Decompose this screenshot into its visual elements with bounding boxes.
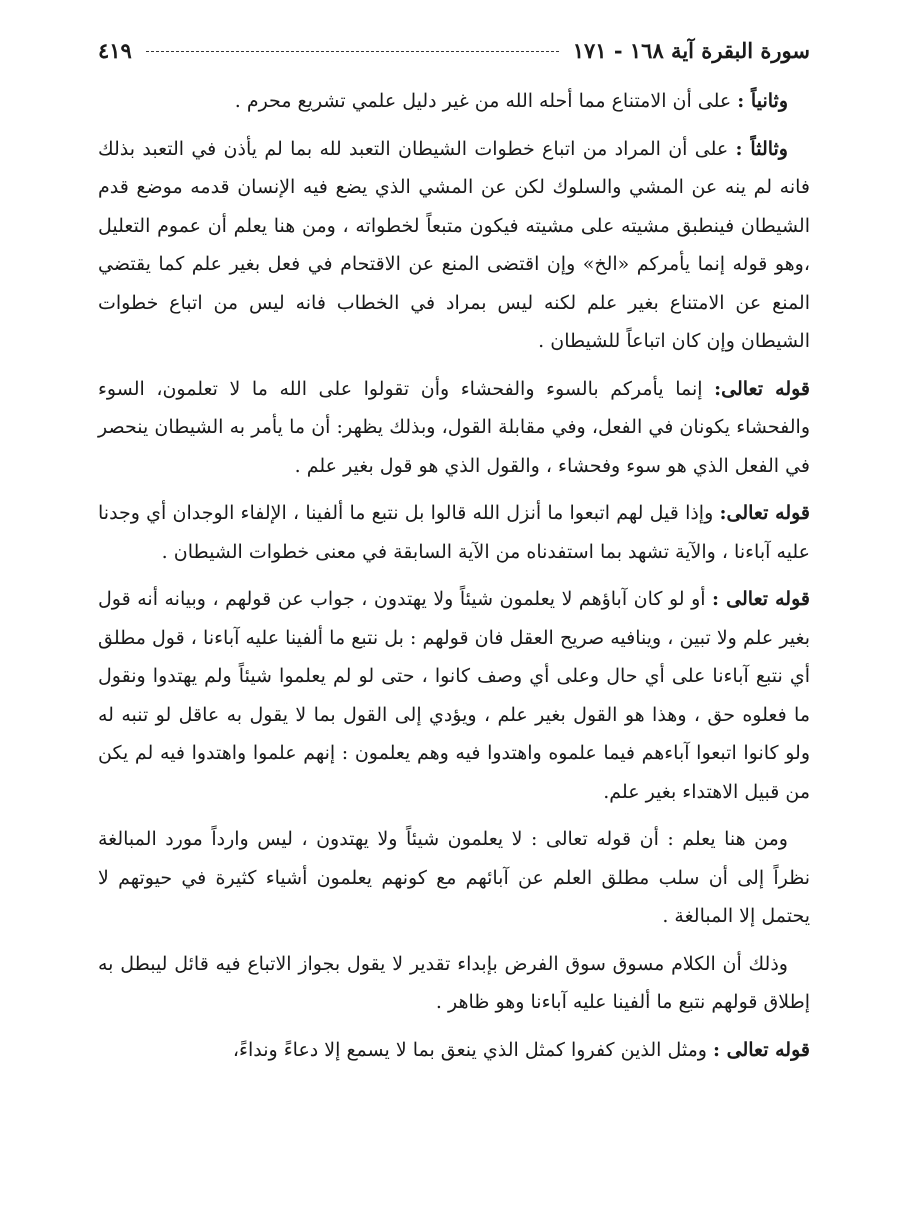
paragraph-lead: قوله تعالى : <box>712 588 810 610</box>
paragraph <box>98 1031 810 1070</box>
paragraph-lead: وثانياً : <box>737 90 788 112</box>
paragraph-lead: قوله تعالى : <box>713 1038 810 1061</box>
paragraph <box>98 82 810 121</box>
paragraph <box>98 370 810 486</box>
header-rule <box>146 51 559 52</box>
paragraph-text: إنما يأمركم بالسوء والفحشاء وأن تقولوا على الله ما لا تعلمون، السوء والفحشاء يكونان في الفعل، وفي مقابلة القول، وبذلك يظهر: أن ما يأمر به الشيطان ينحصر في الفعل الذي هو سوء وفحشاء ، والقول الذي هو قول بغير علم . <box>98 377 810 477</box>
paragraph <box>98 580 810 811</box>
paragraph-lead: وثالثاً : <box>735 137 788 160</box>
paragraph <box>98 945 810 1022</box>
paragraph-text: ومن هنا يعلم : أن قوله تعالى : لا يعلمون شيئاً ولا يهتدون ، ليس وارداً مورد المبالغة نظراً إلى أن سلب مطلق العلم عن آبائهم مع كونهم يعلمون أشياء كثيرة في حيوتهم لا يحتمل إلا المبالغة . <box>98 828 810 927</box>
paragraph <box>98 130 810 361</box>
page-body <box>98 82 810 1069</box>
paragraph-text: على أن الامتناع مما أحله الله من غير دليل علمي تشريع محرم . <box>234 90 738 112</box>
paragraph-text: على أن المراد من اتباع خطوات الشيطان التعبد لله بما لم يأذن في التعبد بذلك فانه لم ينه عن المشي والسلوك لكن عن المشي الذي يضع فيه الإنسان قدمه موضع قدم الشيطان فينطبق مشيته على مشيته فيكون متبعاً لخطواته ، ومن هنا يعلم أن عموم التعليل ،وهو قوله إنما يأمركم «الخ» وإن اقتضى المنع عن الاقتحام في فعل بغير علم كما يقتضي المنع عن الامتناع بغير علم لكنه ليس بمراد في الخطاب فانه ليس من اتباع خطوات الشيطان وإن كان اتباعاً للشيطان . <box>98 137 810 352</box>
page-number: ٤١٩ <box>98 38 132 63</box>
document-page <box>98 34 810 1078</box>
paragraph <box>98 820 810 936</box>
paragraph <box>98 494 810 571</box>
running-head-title: سورة البقرة آية ١٦٨ - ١٧١ <box>572 38 810 63</box>
page-header <box>98 34 810 68</box>
paragraph-lead: قوله تعالى: <box>714 377 811 400</box>
paragraph-lead: قوله تعالى: <box>719 502 811 524</box>
paragraph-text: وإذا قيل لهم اتبعوا ما أنزل الله قالوا بل نتبع ما ألفينا ، الإلفاء الوجدان أي وجدنا عليه آباءنا ، والآية تشهد بما استفدناه من الآية السابقة في معنى خطوات الشيطان . <box>98 502 810 563</box>
paragraph-text: أو لو كان آباؤهم لا يعلمون شيئاً ولا يهتدون ، جواب عن قولهم ، وبيانه أنه قول بغير علم ولا تبين ، وينافيه صريح العقل فان قولهم : بل نتبع ما ألفينا عليه آباءنا ، قول مطلق أي نتبع آباءنا على أي حال وعلى أي وصف كانوا ، حتى لو لم يعلموا شيئاً ولم يهتدوا ونقول ما فعلوه حق ، وهذا هو القول بغير علم ، ويؤدي إلى القول بما لا يقول به عاقل لو تنبه له ولو كانوا اتبعوا آباءهم فيما علموه واهتدوا فيه وهم يعلمون : إنهم علموا واهتدوا فيه لم يكن من قبيل الاهتداء بغير علم. <box>98 588 810 803</box>
paragraph-text: ومثل الذين كفروا كمثل الذي ينعق بما لا يسمع إلا دعاءً ونداءً، <box>232 1038 713 1061</box>
paragraph-text: وذلك أن الكلام مسوق سوق الفرض بإبداء تقدير لا يقول بجواز الاتباع فيه قائل ليبطل به إطلاق قولهم نتبع ما ألفينا عليه آباءنا وهو ظاهر . <box>98 952 810 1013</box>
